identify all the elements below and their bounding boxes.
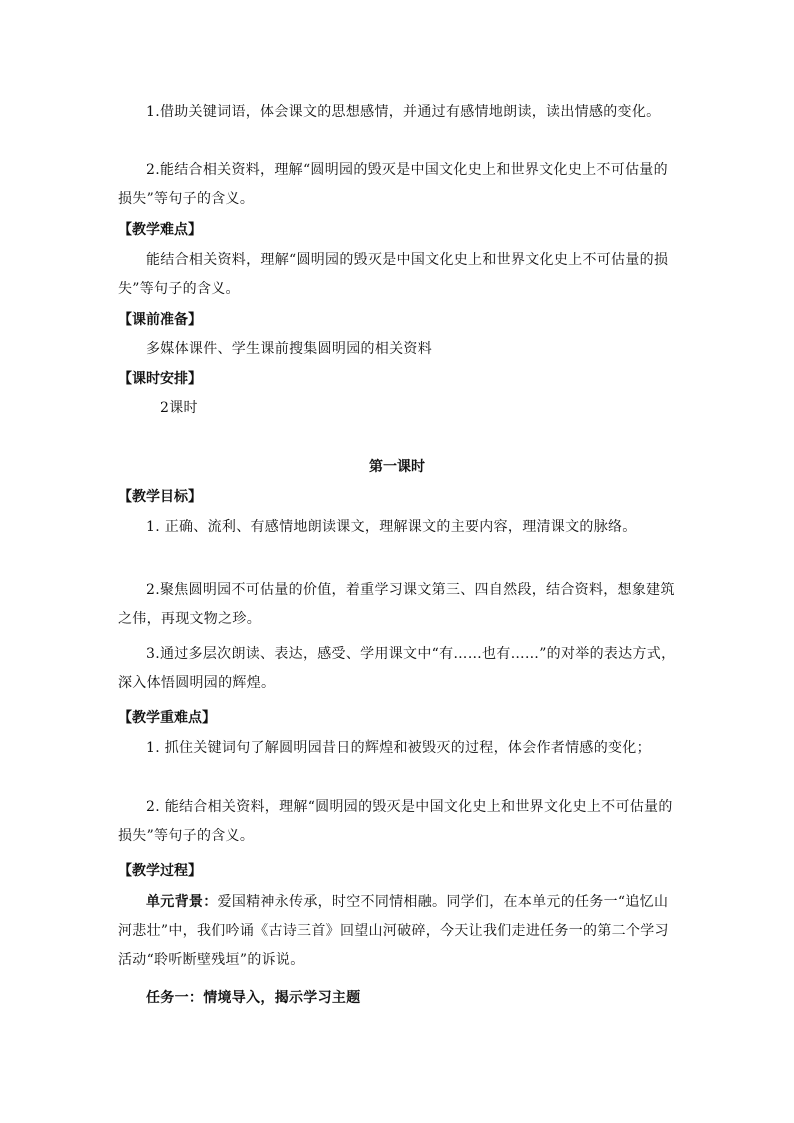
unit-background-label: 单元背景 xyxy=(146,894,204,910)
difficulty-text: 能结合相关资料，理解“圆明园的毁灭是中国文化史上和世界文化史上不可估量的损失”等句子的含义。 xyxy=(118,252,669,297)
unit-background-colon: ： xyxy=(203,894,218,910)
objective-item-1: 1. 正确、流利、有感情地朗读课文，理解课文的主要内容，理清课文的脉络。 xyxy=(146,519,637,535)
difficulty-heading: 【教学难点】 xyxy=(118,222,202,238)
preparation-heading: 【课前准备】 xyxy=(118,312,202,328)
objective-item-3: 3.通过多层次朗读、表达，感受、学用课文中“有……也有……”的对举的表达方式，深入体悟圆明园的辉煌。 xyxy=(118,646,676,691)
unit-background-text: 爱国精神永传承，时空不同情相融。同学们，在本单元的任务一“追忆山河悲壮”中，我们吟诵《古诗三首》回望山河破碎，今天让我们走进任务一的第二个学习活动“聆听断壁残垣”的诉说。 xyxy=(118,894,669,968)
objective-item-2: 2.聚焦圆明园不可估量的价值，着重学习课文第三、四自然段，结合资料，想象建筑之伟，再现文物之珍。 xyxy=(118,582,675,627)
key-point-item-2: 2. 能结合相关资料，理解“圆明园的毁灭是中国文化史上和世界文化史上不可估量的损失”等句子的含义。 xyxy=(118,799,673,844)
objectives-heading: 【教学目标】 xyxy=(118,489,202,505)
key-points-heading: 【教学重难点】 xyxy=(118,710,216,726)
lesson-title: 第一课时 xyxy=(369,459,425,475)
preparation-text: 多媒体课件、学生课前搜集圆明园的相关资料 xyxy=(146,341,432,357)
task-1-label: 任务一：情境导入，揭示学习主题 xyxy=(146,990,361,1006)
intro-goal-1: 1.借助关键词语，体会课文的思想感情，并通过有感情地朗读，读出情感的变化。 xyxy=(146,104,661,120)
schedule-heading: 【课时安排】 xyxy=(118,371,202,387)
task-1-title xyxy=(118,984,678,1013)
unit-background xyxy=(118,888,678,975)
intro-goal-2: 2.能结合相关资料，理解“圆明园的毁灭是中国文化史上和世界文化史上不可估量的损失”等句子的含义。 xyxy=(118,162,668,207)
schedule-text: 2课时 xyxy=(160,400,198,416)
process-heading: 【教学过程】 xyxy=(118,863,202,879)
key-point-item-1: 1. 抓住关键词句了解圆明园昔日的辉煌和被毁灭的过程，体会作者情感的变化； xyxy=(146,740,651,756)
